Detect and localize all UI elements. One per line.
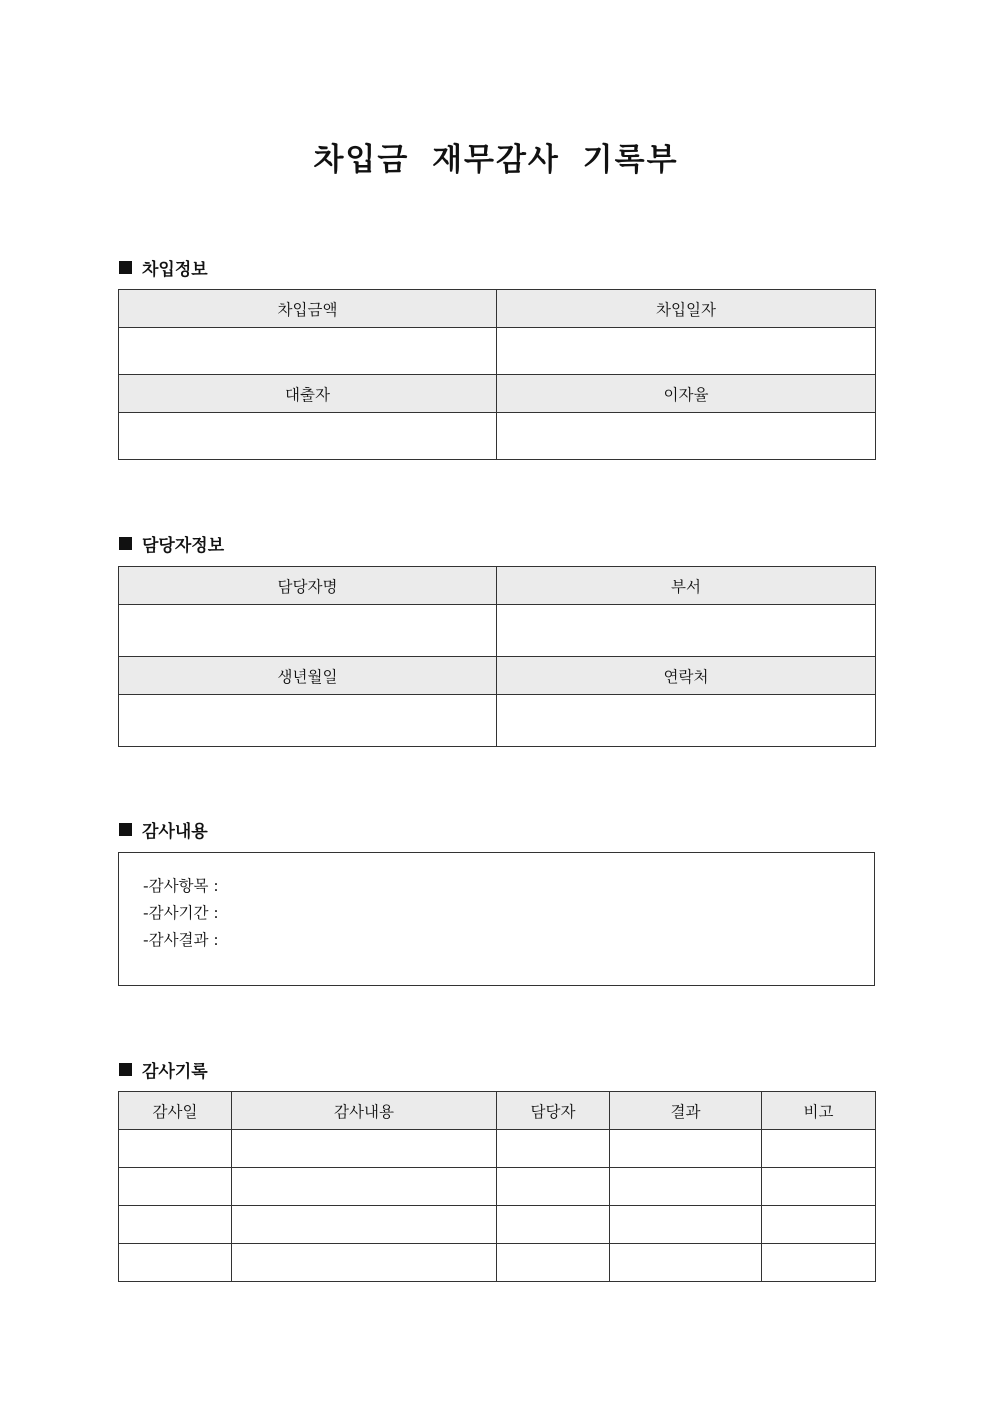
table-cell[interactable] bbox=[497, 1130, 610, 1168]
page-title: 차입금 재무감사 기록부 bbox=[313, 142, 679, 178]
table-cell[interactable] bbox=[610, 1206, 762, 1244]
table-cell[interactable] bbox=[232, 1130, 497, 1168]
field-department[interactable] bbox=[497, 605, 876, 657]
field-borrow-amount[interactable] bbox=[119, 328, 497, 375]
section-heading-label: 감사내용 bbox=[142, 822, 208, 842]
table-cell[interactable] bbox=[497, 1244, 610, 1282]
label-birthdate: 생년월일 bbox=[119, 657, 497, 695]
audit-content-box[interactable] bbox=[118, 852, 875, 986]
label-lender: 대출자 bbox=[119, 375, 497, 413]
table-cell[interactable] bbox=[232, 1168, 497, 1206]
table-cell[interactable] bbox=[232, 1206, 497, 1244]
field-birthdate[interactable] bbox=[119, 695, 497, 747]
table-cell[interactable] bbox=[610, 1168, 762, 1206]
table-cell[interactable] bbox=[762, 1130, 876, 1168]
square-bullet-icon bbox=[119, 261, 132, 274]
table-row bbox=[119, 1244, 876, 1282]
table-cell[interactable] bbox=[762, 1244, 876, 1282]
column-header-remarks: 비고 bbox=[762, 1092, 876, 1130]
section-heading-audit-content bbox=[119, 817, 208, 842]
audit-record-table bbox=[118, 1091, 876, 1282]
label-borrow-date: 차입일자 bbox=[497, 290, 876, 328]
label-contact: 연락처 bbox=[497, 657, 876, 695]
table-cell[interactable] bbox=[762, 1168, 876, 1206]
manager-info-table bbox=[118, 566, 876, 747]
table-cell[interactable] bbox=[232, 1244, 497, 1282]
field-lender[interactable] bbox=[119, 413, 497, 460]
column-header-result: 결과 bbox=[610, 1092, 762, 1130]
column-header-audit-date: 감사일 bbox=[119, 1092, 232, 1130]
borrowing-info-table bbox=[118, 289, 876, 460]
field-manager-name[interactable] bbox=[119, 605, 497, 657]
section-heading-label: 차입정보 bbox=[142, 260, 208, 280]
section-heading-audit-record bbox=[119, 1057, 208, 1082]
table-row bbox=[119, 1168, 876, 1206]
section-heading-label: 감사기록 bbox=[142, 1062, 208, 1082]
table-cell[interactable] bbox=[762, 1206, 876, 1244]
label-borrow-amount: 차입금액 bbox=[119, 290, 497, 328]
square-bullet-icon bbox=[119, 823, 132, 836]
table-cell[interactable] bbox=[119, 1206, 232, 1244]
field-borrow-date[interactable] bbox=[497, 328, 876, 375]
table-cell[interactable] bbox=[497, 1168, 610, 1206]
table-cell[interactable] bbox=[497, 1206, 610, 1244]
field-interest-rate[interactable] bbox=[497, 413, 876, 460]
square-bullet-icon bbox=[119, 537, 132, 550]
table-cell[interactable] bbox=[610, 1130, 762, 1168]
column-header-manager: 담당자 bbox=[497, 1092, 610, 1130]
section-heading-manager bbox=[119, 531, 224, 556]
section-heading-borrowing bbox=[119, 255, 208, 280]
label-interest-rate: 이자율 bbox=[497, 375, 876, 413]
table-cell[interactable] bbox=[119, 1168, 232, 1206]
section-heading-label: 담당자정보 bbox=[142, 536, 225, 556]
column-header-audit-content: 감사내용 bbox=[232, 1092, 497, 1130]
table-cell[interactable] bbox=[119, 1244, 232, 1282]
square-bullet-icon bbox=[119, 1063, 132, 1076]
table-row bbox=[119, 1130, 876, 1168]
field-contact[interactable] bbox=[497, 695, 876, 747]
audit-item-line: -감사항목 : bbox=[143, 877, 219, 895]
audit-result-line: -감사결과 : bbox=[143, 931, 219, 949]
table-row bbox=[119, 1206, 876, 1244]
label-manager-name: 담당자명 bbox=[119, 567, 497, 605]
table-cell[interactable] bbox=[119, 1130, 232, 1168]
audit-period-line: -감사기간 : bbox=[143, 904, 219, 922]
label-department: 부서 bbox=[497, 567, 876, 605]
table-cell[interactable] bbox=[610, 1244, 762, 1282]
